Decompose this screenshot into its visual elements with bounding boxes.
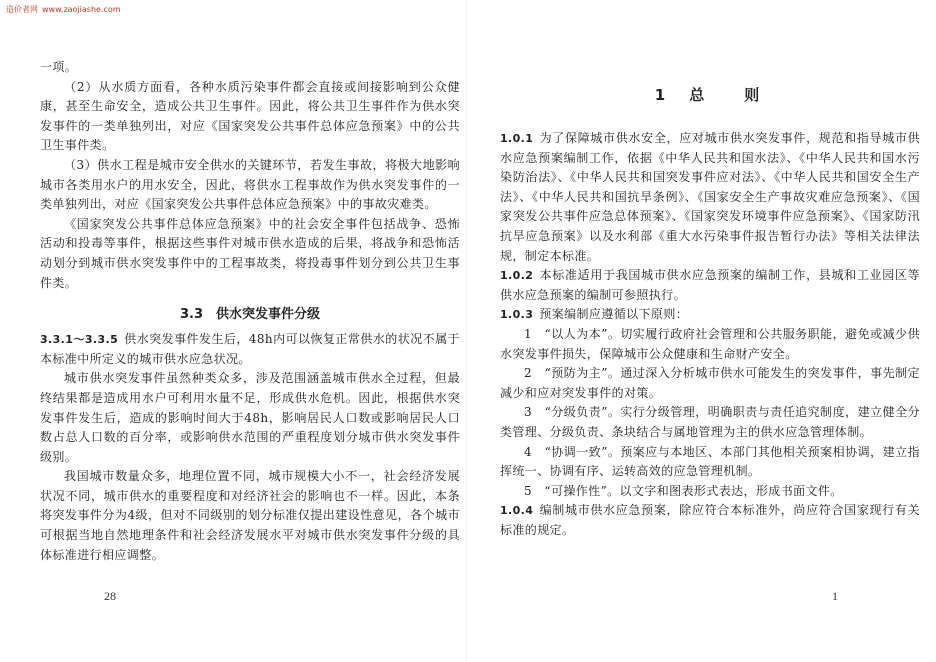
clause-number: 1.0.4 [500, 504, 534, 518]
chapter-title-part1: 总 [689, 86, 711, 104]
left-page [40, 0, 460, 662]
clause-paragraph [40, 330, 460, 369]
left-paragraph: （3）供水工程是城市安全供水的关键环节，若发生事故，将极大地影响城市各类用水户的用水安全，因此，将供水工程事故作为供水突发事件的一类单独列出，对应《国家突发公共事件总体应急预案》中的事故灾难类。 [40, 157, 460, 212]
clause-paragraph [500, 305, 920, 325]
right-page [500, 0, 920, 662]
left-paragraph: 城市供水突发事件虽然种类众多，涉及范围涵盖城市供水全过程，但最终结果都是造成用水户可利用水量不足，形成供水危机。因此，根据供水突发事件发生后，造成的影响时间大于48h，影响居民人口数或影响居民人口数占总人口数的百分率，或影响供水范围的严重程度划分城市供水突发事件级别。 [40, 371, 460, 464]
page-gutter [466, 0, 467, 662]
left-page-number: 28 [104, 589, 116, 603]
clause-number: 3.3.1～3.3.5 [40, 333, 119, 347]
clause-number: 1.0.2 [500, 269, 534, 283]
chapter-title-part2: 则 [744, 86, 766, 104]
clause-paragraph [500, 501, 920, 540]
clause-paragraph [500, 266, 920, 305]
clause-text: 编制城市供水应急预案，除应符合本标准外，尚应符合国家现行有关标准的规定。 [500, 503, 920, 537]
clause-number: 1.0.1 [500, 132, 534, 145]
principle-item: 4 “协调一致”。预案应与本地区、本部门其他相关预案相协调，建立指挥统一、协调有序、运转高效的应急管理机制。 [500, 444, 920, 479]
left-paragraph: 我国城市数量众多，地理位置不同，城市规模大小不一，社会经济发展状况不同，城市供水的重要程度和对经济社会的影响也不一样。因此，本条将突发事件分为4级，但对不同级别的划分标准仅提出建设性意见，各个城市可根据当地自然地理条件和社会经济发展水平对城市供水突发事件分级的具体标准进行相应调整。 [40, 469, 460, 562]
clause-text: 预案编制应遵循以下原则： [539, 307, 689, 322]
left-paragraph: （2）从水质方面看，各种水质污染事件都会直接或间接影响到公众健康，甚至生命安全，造成公共卫生事件。因此，将公共卫生事件作为供水突发事件的一类单独列出，对应《国家突发公共事件总体应急预案》中的公共卫生事件类。 [40, 79, 460, 153]
principle-item: 1 “以人为本”。切实履行政府社会管理和公共服务职能，避免或减少供水突发事件损失，保障城市公众健康和生命财产安全。 [500, 326, 920, 361]
watermark-site-name: 造价者网 [6, 5, 38, 14]
left-paragraph: 一项。 [40, 60, 78, 74]
clause-text: 为了保障城市供水安全，应对城市供水突发事件，规范和指导城市供水应急预案编制工作，依据《中华人民共和国水法》、《中华人民共和国水污染防治法》、《中华人民共和国突发事件应对法》、《中华人民共和国安全生产法》、《中华人民共和国抗旱条例》、《国家安全生产事故灾难应急预案》、《国家突发公共事件应急总体预案》、《国家突发环境事件应急预案》、《国家防汛抗旱应急预案》以及水利部《重大水污染事件报告暂行办法》等相关法律法规，制定本标准。 [500, 131, 920, 263]
chapter-number: 1 [654, 86, 672, 104]
clause-text: 本标准适用于我国城市供水应急预案的编制工作，县城和工业园区等供水应急预案的编制可参照执行。 [500, 268, 920, 302]
chapter-heading [500, 84, 920, 105]
watermark-url: www.zaojiashe.com [42, 5, 121, 14]
principle-item: 5 “可操作性”。以文字和图表形式表达，形成书面文件。 [524, 483, 843, 498]
left-paragraph: 《国家突发公共事件总体应急预案》中的社会安全事件包括战争、恐怖活动和投毒等事件，根据这些事件对城市供水造成的后果，将战争和恐怖活动划分到城市供水突发事件中的工程事故类，将投毒事件划分到公共卫生事件类。 [40, 216, 460, 290]
section-heading: 3.3 供水突发事件分级 [179, 307, 321, 323]
clause-paragraph [500, 129, 920, 266]
clause-number: 1.0.3 [500, 308, 534, 322]
right-page-number: 1 [832, 589, 838, 603]
principle-item: 2 “预防为主”。通过深入分析城市供水可能发生的突发事件，事先制定减少和应对突发事件的对策。 [500, 366, 920, 400]
clause-text: 供水突发事件发生后，48h内可以恢复正常供水的状况不属于本标准中所定义的城市供水应急状况。 [40, 332, 460, 366]
principle-item: 3 “分级负责”。实行分级管理，明确职责与责任追究制度，建立健全分类管理、分级负责、条块结合与属地管理为主的供水应急管理体制。 [500, 405, 920, 439]
